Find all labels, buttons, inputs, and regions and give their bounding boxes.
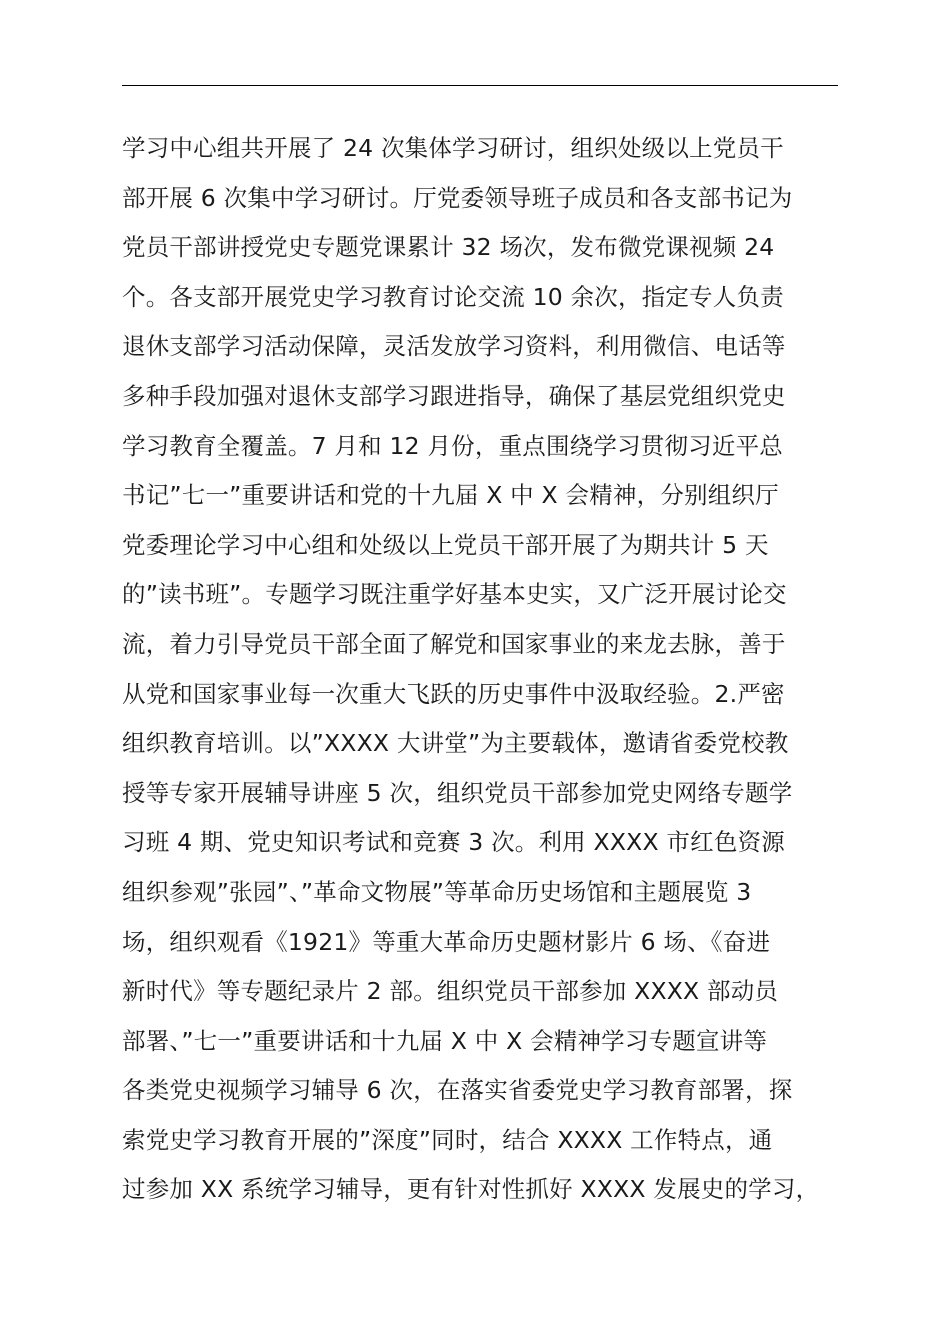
text-line: 退休支部学习活动保障，灵活发放学习资料，利用微信、电话等 bbox=[122, 332, 786, 361]
text-line: 的”读书班”。专题学习既注重学好基本史实，又广泛开展讨论交 bbox=[122, 580, 787, 609]
text-line: 党员干部讲授党史专题党课累计 32 场次，发布微党课视频 24 bbox=[122, 233, 775, 262]
text-line: 组织参观”张园”、”革命文物展”等革命历史场馆和主题展览 3 bbox=[122, 877, 752, 906]
text-line: 组织教育培训。以”XXXX 大讲堂”为主要载体，邀请省委党校教 bbox=[122, 729, 789, 758]
body-paragraph bbox=[122, 124, 842, 1215]
text-line: 各类党史视频学习辅导 6 次，在落实省委党史学习教育部署，探 bbox=[122, 1076, 793, 1105]
text-line: 索党史学习教育开展的”深度”同时，结合 XXXX 工作特点，通 bbox=[122, 1125, 773, 1154]
text-line: 部署、”七一”重要讲话和十九届 X 中 X 会精神学习专题宣讲等 bbox=[122, 1026, 768, 1055]
text-line: 书记”七一”重要讲话和党的十九届 X 中 X 会精神，分别组织厅 bbox=[122, 481, 779, 510]
text-line: 习班 4 期、党史知识考试和竞赛 3 次。利用 XXXX 市红色资源 bbox=[122, 828, 785, 857]
text-line: 从党和国家事业每一次重大飞跃的历史事件中汲取经验。2.严密 bbox=[122, 679, 785, 708]
text-line: 流，着力引导党员干部全面了解党和国家事业的来龙去脉，善于 bbox=[122, 629, 786, 658]
text-line: 场，组织观看《1921》等重大革命历史题材影片 6 场、《奋进 bbox=[122, 927, 771, 956]
text-line: 授等专家开展辅导讲座 5 次，组织党员干部参加党史网络专题学 bbox=[122, 778, 793, 807]
text-line: 个。各支部开展党史学习教育讨论交流 10 余次，指定专人负责 bbox=[122, 282, 784, 311]
text-line: 新时代》等专题纪录片 2 部。组织党员干部参加 XXXX 部动员 bbox=[122, 977, 779, 1006]
text-line: 学习中心组共开展了 24 次集体学习研讨，组织处级以上党员干 bbox=[122, 134, 784, 162]
text-line: 党委理论学习中心组和处级以上党员干部开展了为期共计 5 天 bbox=[122, 530, 769, 559]
header-rule bbox=[122, 85, 838, 86]
text-line: 多种手段加强对退休支部学习跟进指导，确保了基层党组织党史 bbox=[122, 381, 786, 410]
text-line: 部开展 6 次集中学习研讨。厅党委领导班子成员和各支部书记为 bbox=[122, 183, 793, 212]
text-line: 学习教育全覆盖。7 月和 12 月份，重点围绕学习贯彻习近平总 bbox=[122, 431, 783, 460]
text-line: 过参加 XX 系统学习辅导，更有针对性抓好 XXXX 发展史的学习， bbox=[122, 1175, 820, 1204]
